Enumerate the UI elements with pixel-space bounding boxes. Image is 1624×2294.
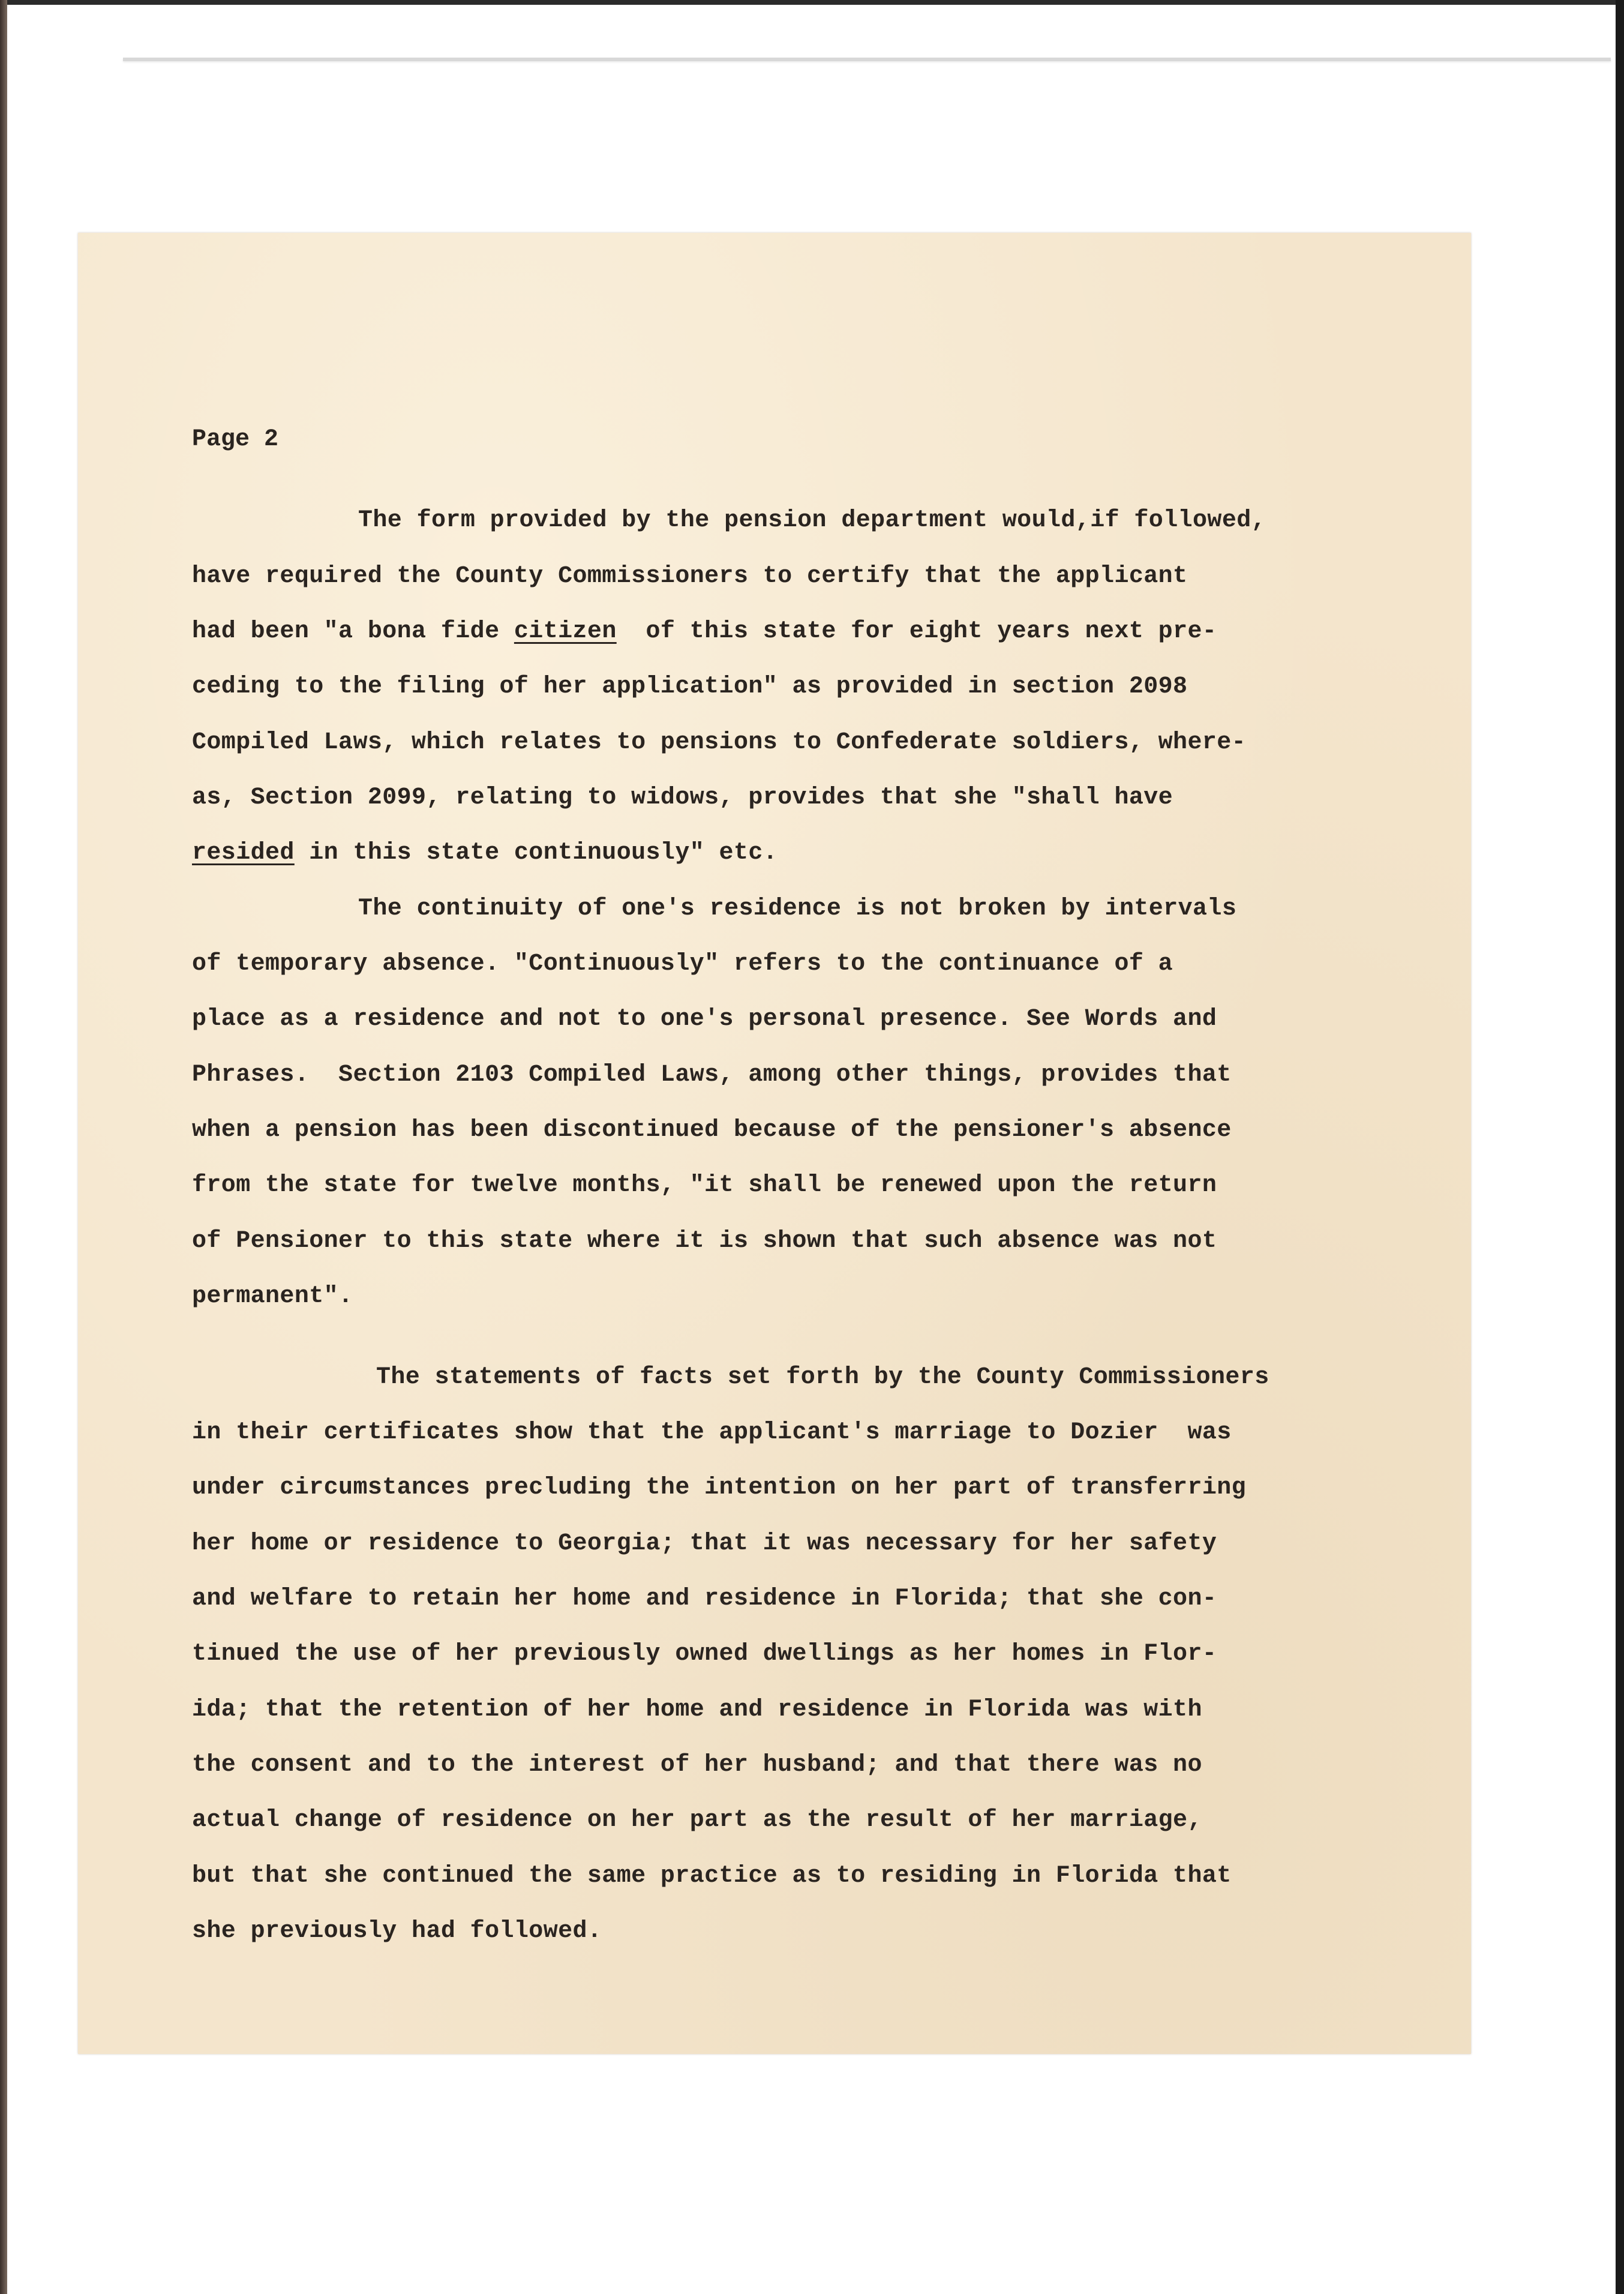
paragraph-1-line-3-part-b: of this state for eight years next pre- [616,618,1217,645]
underlined-word-resided: resided [192,839,295,866]
paragraph-2-line-1: The continuity of one's residence is not broken by intervals [358,895,1237,922]
paragraph-1-line-7 [192,841,778,865]
paragraph-1-line-1: The form provided by the pension department would,if followed, [358,507,1266,534]
paragraph-3-line-6: tinued the use of her previously owned dwellings as her homes in Flor- [192,1641,1217,1668]
paragraph-3-line-8: the consent and to the interest of her husband; and that there was no [192,1752,1202,1779]
paragraph-1-line-4: ceding to the filing of her application" as provided in section 2098 [192,673,1188,700]
paragraph-2-line-3: place as a residence and not to one's personal presence. See Words and [192,1006,1217,1033]
paragraph-2-line-8: permanent". [192,1283,353,1310]
paragraph-2-line-4: Phrases. Section 2103 Compiled Laws, among other things, provides that [192,1061,1232,1088]
paragraph-1-line-7-rest: in this state continuously" etc. [294,839,778,866]
paragraph-3-line-2: in their certificates show that the applicant's marriage to Dozier was [192,1419,1232,1446]
paragraph-1-line-6: as, Section 2099, relating to widows, provides that she "shall have [192,784,1173,811]
paragraph-3-line-9: actual change of residence on her part as the result of her marriage, [192,1807,1202,1834]
paragraph-2-line-6: from the state for twelve months, "it shall be renewed upon the return [192,1172,1217,1199]
paragraph-3-line-11: she previously had followed. [192,1918,602,1945]
paragraph-3-line-5: and welfare to retain her home and residence in Florida; that she con- [192,1585,1217,1612]
scan-top-edge [0,0,1624,5]
document-page [78,233,1471,2054]
paragraph-1-line-3 [192,620,1217,644]
paragraph-3-line-3: under circumstances precluding the intention on her part of transferring [192,1474,1247,1501]
scan-right-edge [1616,0,1624,2294]
scan-left-edge [0,0,7,2294]
paragraph-3-line-4: her home or residence to Georgia; that it was necessary for her safety [192,1530,1217,1557]
paragraph-2-line-2: of temporary absence. "Continuously" refers to the continuance of a [192,950,1173,977]
paragraph-1-line-5: Compiled Laws, which relates to pensions to Confederate soldiers, where- [192,729,1247,756]
paragraph-1-line-3-part-a: had been "a bona fide [192,618,514,645]
paragraph-1-line-2: have required the County Commissioners to certify that the applicant [192,563,1188,590]
paragraph-3-line-7: ida; that the retention of her home and residence in Florida was with [192,1696,1202,1723]
folder-edge-line [123,58,1611,61]
page-number-label: Page 2 [192,426,279,453]
underlined-word-citizen: citizen [514,618,617,645]
paragraph-3-line-1: The statements of facts set forth by the County Commissioners [376,1364,1269,1391]
paragraph-3-line-10: but that she continued the same practice as to residing in Florida that [192,1863,1232,1890]
paragraph-2-line-5: when a pension has been discontinued because of the pensioner's absence [192,1117,1232,1144]
paragraph-2-line-7: of Pensioner to this state where it is shown that such absence was not [192,1228,1217,1255]
